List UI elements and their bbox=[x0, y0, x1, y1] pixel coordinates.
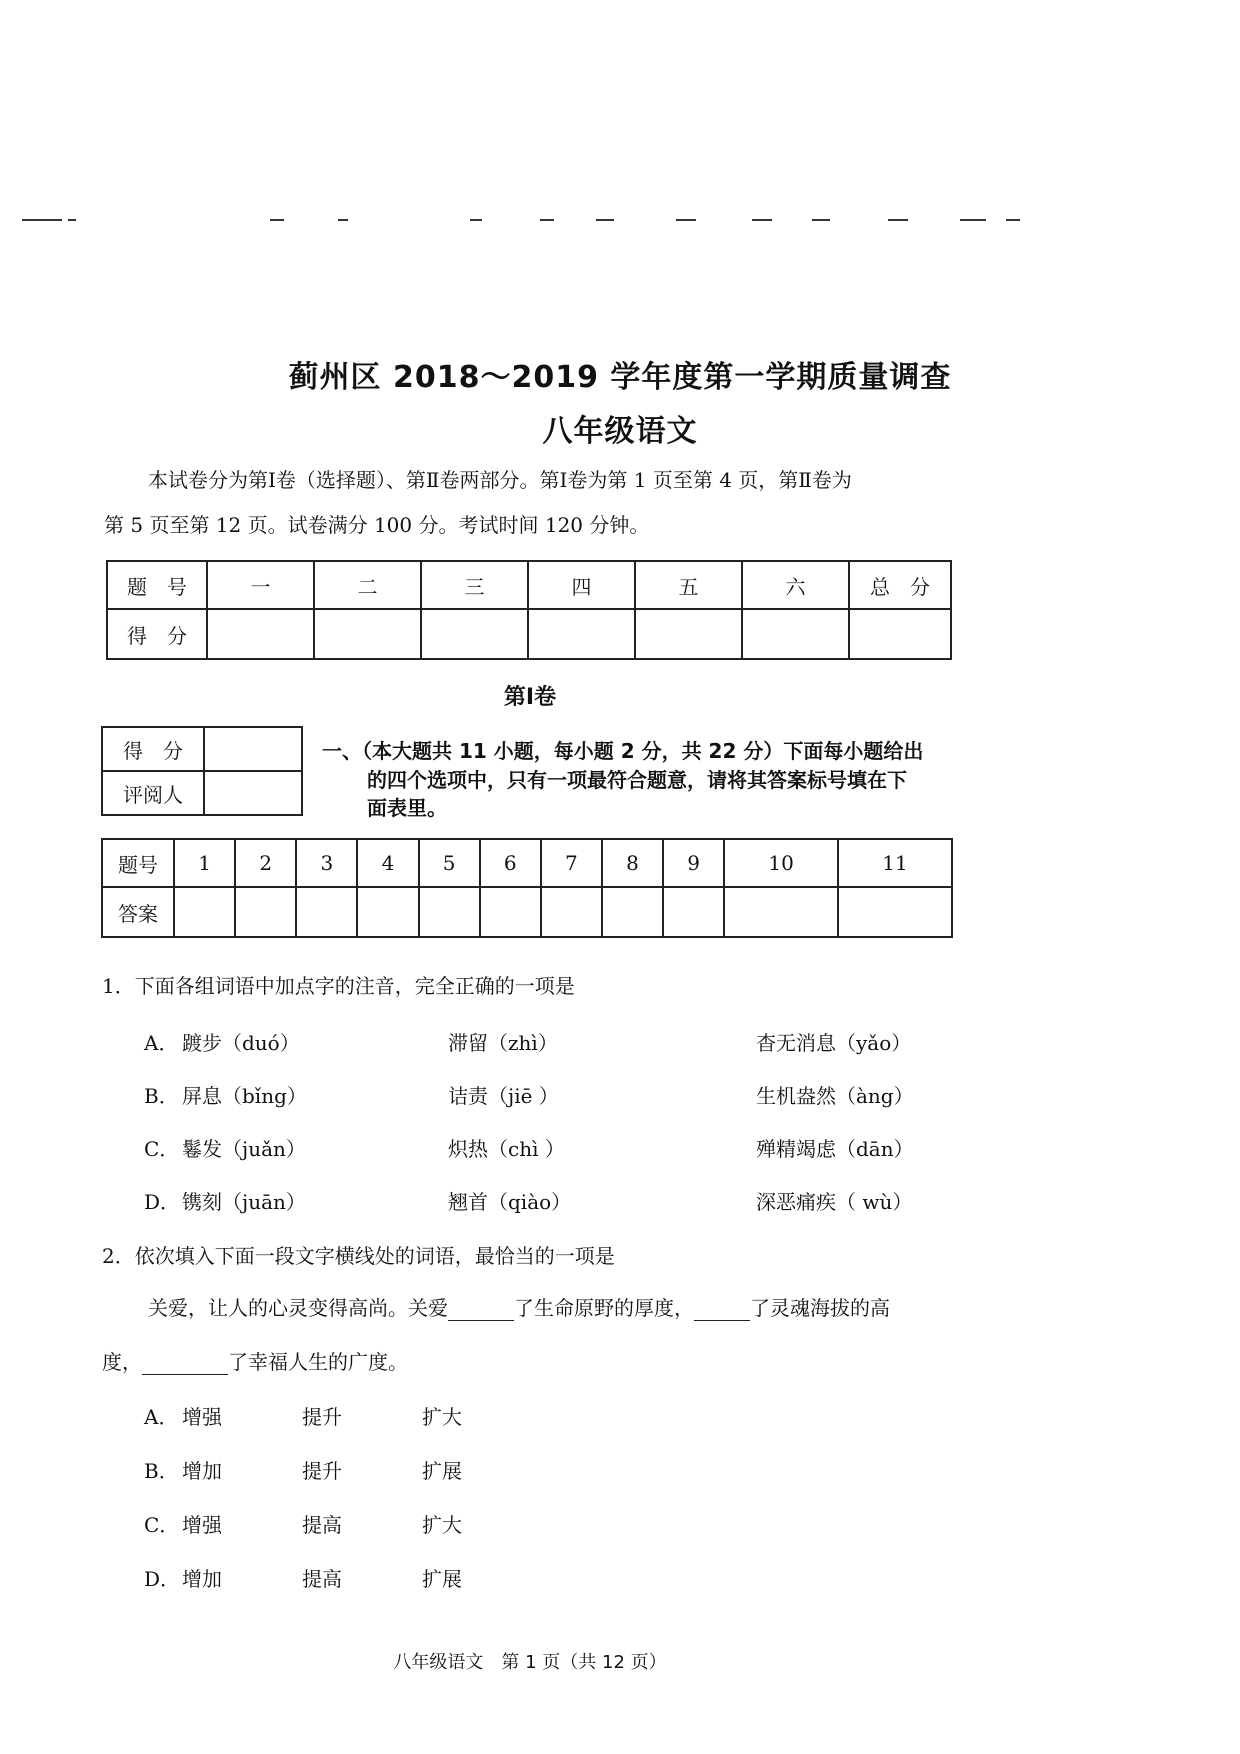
passage-text: 度， bbox=[102, 1350, 142, 1374]
answer-header-cell: 10 bbox=[724, 839, 838, 887]
exam-title: 蓟州区 2018～2019 学年度第一学期质量调查 bbox=[288, 360, 952, 395]
score-header-cell: 题 号 bbox=[107, 561, 207, 609]
score-cell[interactable] bbox=[635, 609, 742, 659]
grader-score-label: 得 分 bbox=[102, 727, 204, 771]
q1-option-b-label: B． bbox=[144, 1084, 179, 1108]
score-summary-table bbox=[106, 560, 952, 660]
grader-name-cell[interactable] bbox=[204, 771, 302, 815]
fill-blank-3[interactable] bbox=[142, 1354, 228, 1375]
score-cell[interactable] bbox=[528, 609, 635, 659]
q2-option-d-label: D． bbox=[144, 1567, 181, 1591]
score-row-label: 得 分 bbox=[107, 609, 207, 659]
score-header-cell: 三 bbox=[421, 561, 528, 609]
passage-text: 了生命原野的厚度， bbox=[514, 1296, 694, 1320]
fill-blank-2[interactable] bbox=[694, 1300, 750, 1321]
q2-option-c-word-3: 扩大 bbox=[422, 1513, 462, 1537]
q1-option-b-item-3: 生机盎然（àng） bbox=[756, 1084, 914, 1108]
q2-option-d-word-2: 提高 bbox=[302, 1567, 342, 1591]
score-cell[interactable] bbox=[421, 609, 528, 659]
answer-header-cell: 9 bbox=[663, 839, 724, 887]
q2-option-a-word-3: 扩大 bbox=[422, 1405, 462, 1429]
answer-header-cell: 6 bbox=[480, 839, 541, 887]
q1-option-d-item-3: 深恶痛疾（ wù） bbox=[756, 1190, 913, 1214]
answer-header-label: 题号 bbox=[102, 839, 174, 887]
q1-option-c-label: C． bbox=[144, 1137, 180, 1161]
q2-option-c-label: C． bbox=[144, 1513, 180, 1537]
exam-subtitle: 八年级语文 bbox=[542, 414, 698, 449]
score-header-cell: 二 bbox=[314, 561, 421, 609]
answer-header-cell: 1 bbox=[174, 839, 235, 887]
q1-option-a-item-3: 杳无消息（yǎo） bbox=[756, 1031, 912, 1055]
answer-cell[interactable] bbox=[480, 887, 541, 937]
q1-option-a-item-2: 滞留（zhì） bbox=[448, 1031, 558, 1055]
passage-text: 关爱，让人的心灵变得高尚。关爱 bbox=[148, 1296, 448, 1320]
score-cell[interactable] bbox=[314, 609, 421, 659]
answer-header-cell: 8 bbox=[602, 839, 663, 887]
score-cell[interactable] bbox=[742, 609, 849, 659]
q1-option-b-item-1: 屏息（bǐng） bbox=[182, 1084, 307, 1108]
section-1-instruction-line-3: 面表里。 bbox=[367, 796, 447, 820]
q2-option-d-word-1: 增加 bbox=[182, 1567, 222, 1591]
score-header-cell: 总 分 bbox=[849, 561, 951, 609]
q2-option-b-word-2: 提升 bbox=[302, 1459, 342, 1483]
question-2-stem: 2．依次填入下面一段文字横线处的词语，最恰当的一项是 bbox=[102, 1244, 615, 1268]
section-1-instruction-line-2: 的四个选项中，只有一项最符合题意，请将其答案标号填在下 bbox=[367, 768, 907, 792]
q2-option-b-label: B． bbox=[144, 1459, 179, 1483]
answer-header-cell: 2 bbox=[235, 839, 296, 887]
q2-option-a-word-2: 提升 bbox=[302, 1405, 342, 1429]
intro-line-2: 第 5 页至第 12 页。试卷满分 100 分。考试时间 120 分钟。 bbox=[104, 513, 650, 537]
answer-cell[interactable] bbox=[296, 887, 357, 937]
answer-cell[interactable] bbox=[174, 887, 235, 937]
answer-cell[interactable] bbox=[724, 887, 838, 937]
answer-header-cell: 7 bbox=[541, 839, 602, 887]
answer-cell[interactable] bbox=[838, 887, 952, 937]
part-1-title: 第Ⅰ卷 bbox=[503, 685, 557, 710]
score-cell[interactable] bbox=[849, 609, 951, 659]
answer-header-cell: 5 bbox=[419, 839, 480, 887]
q1-option-a-label: A． bbox=[144, 1031, 179, 1055]
q2-option-c-word-2: 提高 bbox=[302, 1513, 342, 1537]
score-cell[interactable] bbox=[207, 609, 314, 659]
answer-cell[interactable] bbox=[419, 887, 480, 937]
q2-option-b-word-1: 增加 bbox=[182, 1459, 222, 1483]
q1-option-d-item-2: 翘首（qiào） bbox=[448, 1190, 572, 1214]
question-2-passage-line-1 bbox=[148, 1292, 890, 1321]
q2-option-a-label: A． bbox=[144, 1405, 179, 1429]
q2-option-a-word-1: 增强 bbox=[182, 1405, 222, 1429]
answer-header-cell: 3 bbox=[296, 839, 357, 887]
answer-cell[interactable] bbox=[602, 887, 663, 937]
answer-cell[interactable] bbox=[663, 887, 724, 937]
grader-score-cell[interactable] bbox=[204, 727, 302, 771]
page-footer: 八年级语文 第 1 页（共 12 页） bbox=[393, 1652, 667, 1673]
q1-option-c-item-2: 炽热（chì ） bbox=[448, 1137, 565, 1161]
q1-option-c-item-1: 鬈发（juǎn） bbox=[182, 1137, 306, 1161]
intro-line-1: 本试卷分为第Ⅰ卷（选择题）、第Ⅱ卷两部分。第Ⅰ卷为第 1 页至第 4 页，第Ⅱ卷为 bbox=[148, 468, 852, 492]
q2-option-d-word-3: 扩展 bbox=[422, 1567, 462, 1591]
answer-cell[interactable] bbox=[541, 887, 602, 937]
section-1-instruction-line-1: 一、（本大题共 11 小题，每小题 2 分，共 22 分）下面每小题给出 bbox=[322, 739, 924, 763]
answer-cell[interactable] bbox=[357, 887, 418, 937]
passage-text: 了幸福人生的广度。 bbox=[228, 1350, 408, 1374]
score-header-cell: 一 bbox=[207, 561, 314, 609]
grader-box bbox=[101, 726, 303, 816]
answer-cell[interactable] bbox=[235, 887, 296, 937]
q1-option-d-item-1: 镌刻（juān） bbox=[182, 1190, 306, 1214]
q1-option-b-item-2: 诘责（jiē ） bbox=[448, 1084, 559, 1108]
answer-table bbox=[101, 838, 953, 938]
question-2-passage-line-2 bbox=[102, 1346, 408, 1375]
q1-option-d-label: D． bbox=[144, 1190, 181, 1214]
q1-option-c-item-3: 殚精竭虑（dān） bbox=[756, 1137, 914, 1161]
answer-header-cell: 11 bbox=[838, 839, 952, 887]
score-header-cell: 五 bbox=[635, 561, 742, 609]
score-header-cell: 六 bbox=[742, 561, 849, 609]
answer-header-cell: 4 bbox=[357, 839, 418, 887]
score-header-cell: 四 bbox=[528, 561, 635, 609]
q2-option-c-word-1: 增强 bbox=[182, 1513, 222, 1537]
passage-text: 了灵魂海拔的高 bbox=[750, 1296, 890, 1320]
fill-blank-1[interactable] bbox=[448, 1300, 514, 1321]
grader-name-label: 评阅人 bbox=[102, 771, 204, 815]
question-1-stem: 1．下面各组词语中加点字的注音，完全正确的一项是 bbox=[102, 974, 575, 998]
q1-option-a-item-1: 踱步（duó） bbox=[182, 1031, 300, 1055]
answer-row-label: 答案 bbox=[102, 887, 174, 937]
q2-option-b-word-3: 扩展 bbox=[422, 1459, 462, 1483]
